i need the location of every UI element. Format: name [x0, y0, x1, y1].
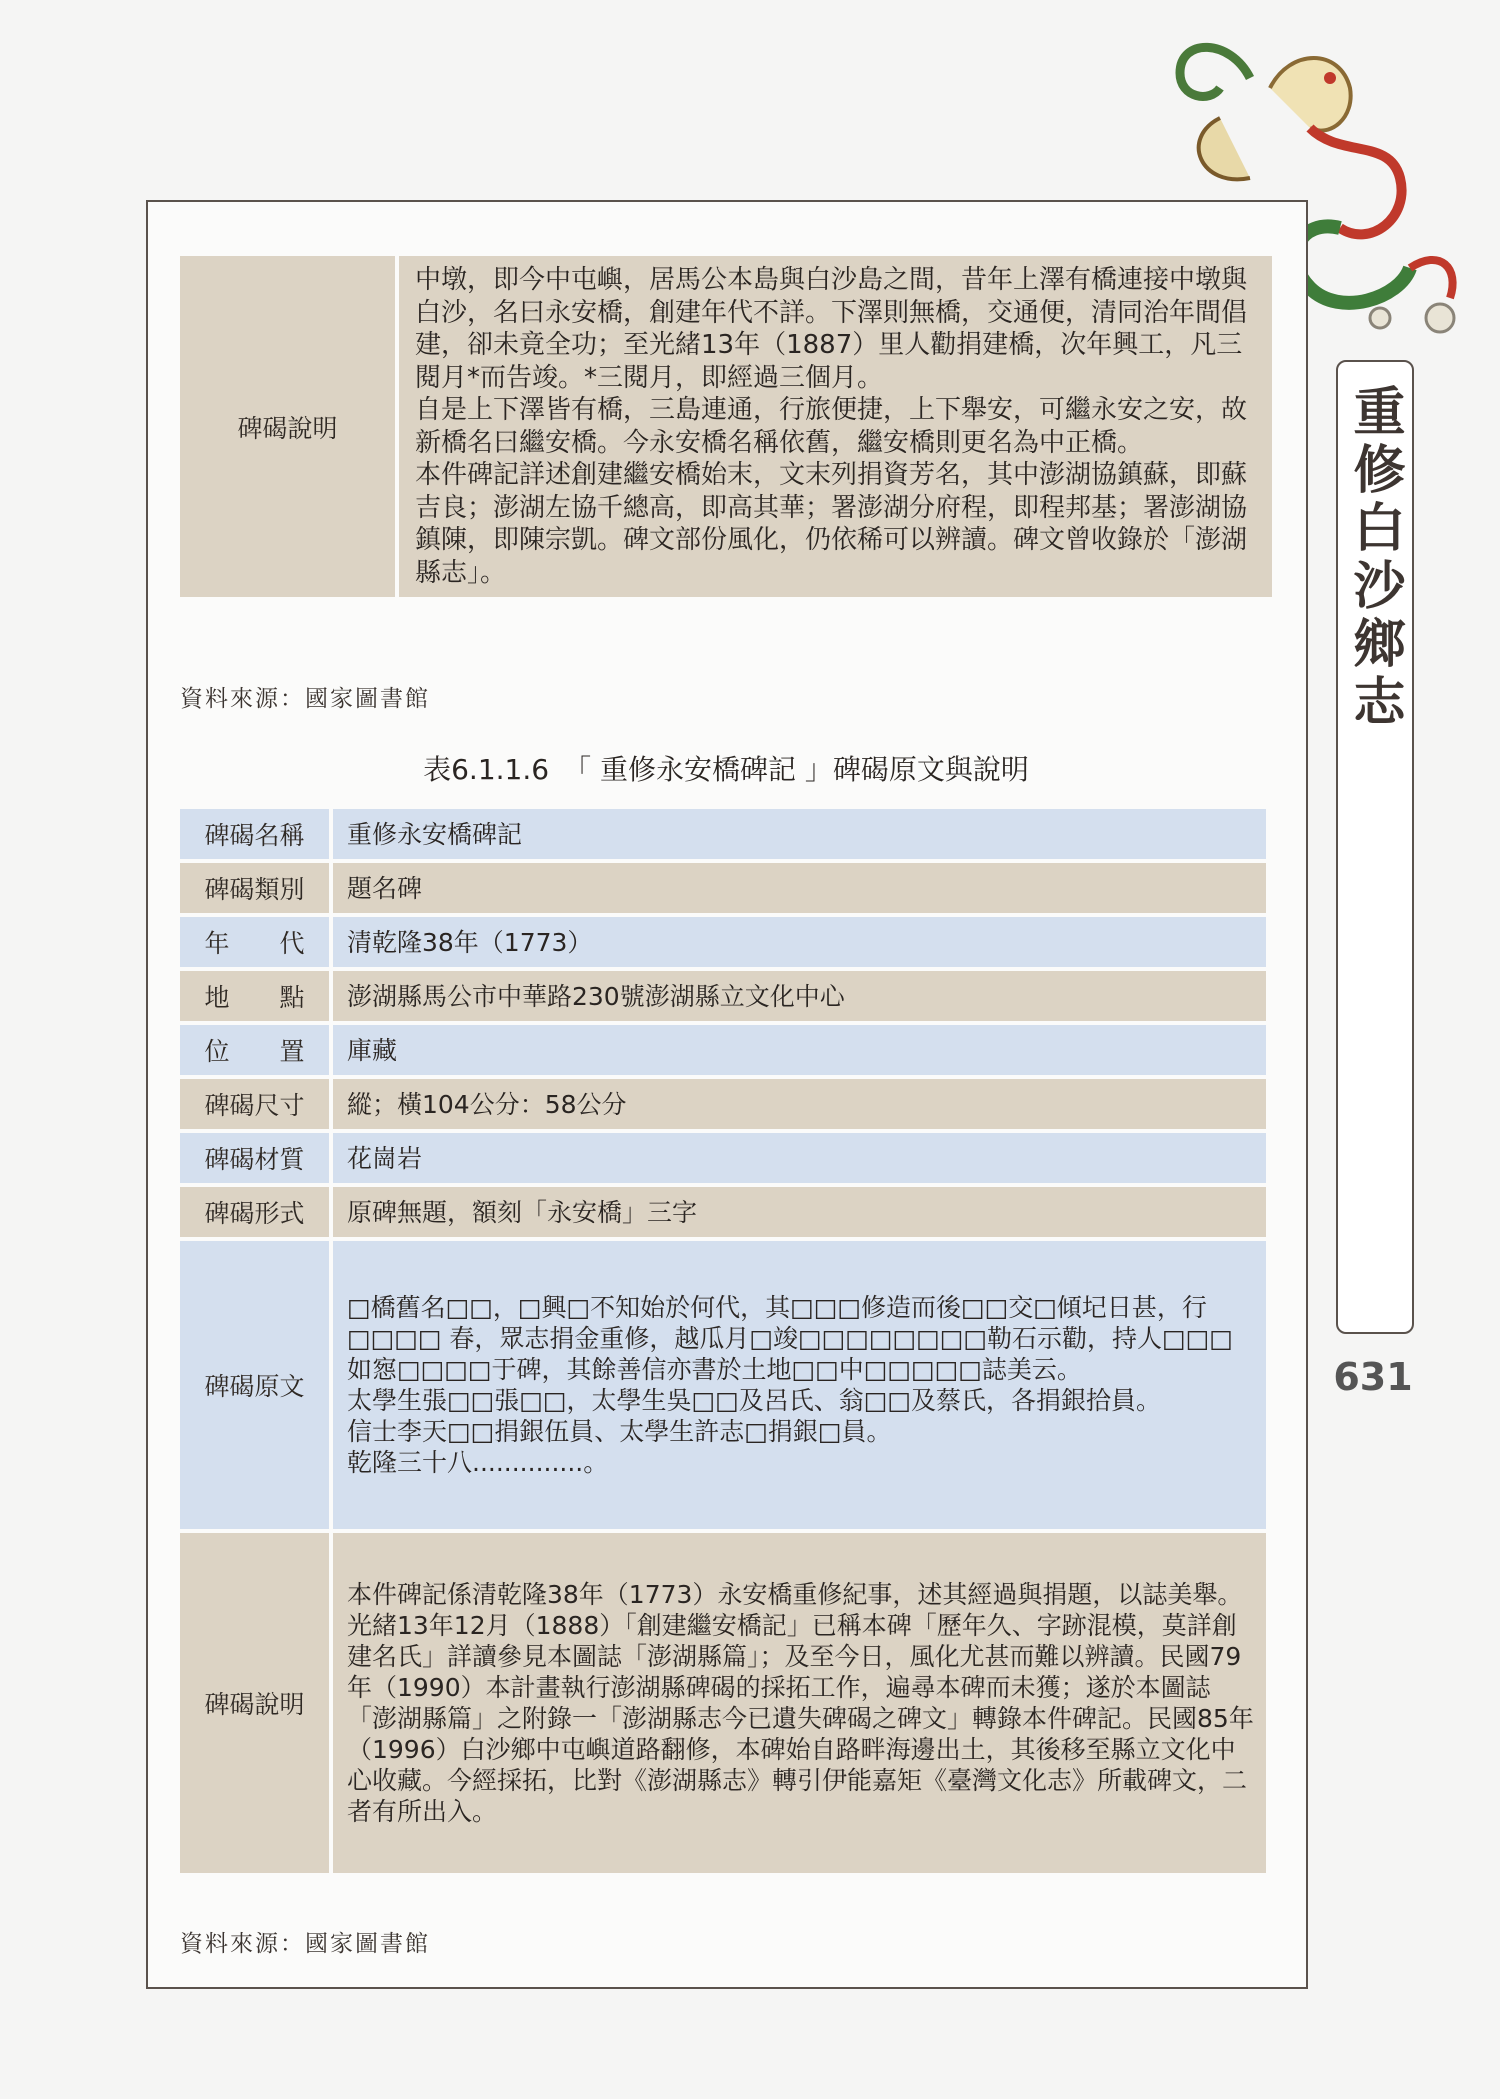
- paragraph: 本件碑記係清乾隆38年（1773）永安橋重修紀事，述其經過與捐題，以誌美舉。光緒13年12月（1888）「創建繼安橋記」已稱本碑「歷年久、字跡混模，莫詳創建名氏」詳讀參見本圖誌「澎湖縣篇」；及至今日，風化尤甚而難以辨讀。民國79年（1990）本計畫執行澎湖縣碑碣的採拓工作，遍尋本碑而未獲；遂於本圖誌「澎湖縣篇」之附錄一「澎湖縣志今已遺失碑碣之碑文」轉錄本件碑記。民國85年（1996）白沙鄉中屯嶼道路翻修，本碑始自路畔海邊出土，其後移至縣立文化中心收藏。今經採拓，比對《澎湖縣志》轉引伊能嘉矩《臺灣文化志》所載碑文，二者有所出入。: [347, 1580, 1254, 1826]
- row-value: [329, 1241, 1266, 1529]
- paragraph: □橋舊名□□，□興□不知始於何代，其□□□修造而後□□交□傾圮日甚，行 □□□□ 春，眾志捐金重修，越瓜月□竣□□□□□□□□勒石示勸，持人□□□如惌□□□□于碑，其餘善信亦書於土地□□中□□□□□誌美云。: [347, 1293, 1233, 1384]
- page-number: 631: [1333, 1355, 1413, 1399]
- source-note: 資料來源：國家圖書館: [180, 686, 430, 712]
- table-row: [180, 863, 1266, 913]
- book-title-tab: [1336, 360, 1414, 1334]
- table-row: [180, 1533, 1266, 1873]
- row-value: 澎湖縣馬公市中華路230號澎湖縣立文化中心: [329, 971, 1266, 1021]
- stele-table: [180, 805, 1266, 1877]
- row-key: 年 代: [180, 917, 329, 967]
- row-value: [329, 1533, 1266, 1873]
- row-key: 碑碣說明: [180, 256, 395, 597]
- paragraph: 中墩，即今中屯嶼，居馬公本島與白沙島之間，昔年上澤有橋連接中墩與白沙，名曰永安橋，創建年代不詳。下澤則無橋，交通便，清同治年間倡建，卻未竟全功；至光緒13年（1887）里人勸捐建橋，次年興工，凡三閱月*而告竣。*三閱月，即經過三個月。: [415, 265, 1248, 393]
- row-value: 原碑無題，額刻「永安橋」三字: [329, 1187, 1266, 1237]
- paragraph: 本件碑記詳述創建繼安橋始末，文末列捐資芳名，其中澎湖協鎮蘇，即蘇吉良；澎湖左協千總高，即高其華；署澎湖分府程，即程邦基；署澎湖協鎮陳，即陳宗凱。碑文部份風化，仍依稀可以辨讀。碑文曾收錄於「澎湖縣志」。: [415, 460, 1248, 588]
- table-caption: 表6.1.1.6 「 重修永安橋碑記 」碑碣原文與說明: [423, 753, 1029, 786]
- paragraph: 乾隆三十八..............。: [347, 1448, 609, 1477]
- paragraph: 信士李天□□捐銀伍員、太學生許志□捐銀□員。: [347, 1417, 892, 1446]
- row-value: 重修永安橋碑記: [329, 809, 1266, 859]
- row-value: 清乾隆38年（1773）: [329, 917, 1266, 967]
- table-continuation: [180, 252, 1272, 601]
- table-row: [180, 1133, 1266, 1183]
- table-row: [180, 971, 1266, 1021]
- book-title: 重修白沙鄉志: [1344, 384, 1405, 732]
- paragraph: 太學生張□□張□□，太學生吳□□及呂氏、翁□□及蔡氏，各捐銀拾員。: [347, 1386, 1161, 1415]
- row-key: 位 置: [180, 1025, 329, 1075]
- row-value: 題名碑: [329, 863, 1266, 913]
- row-key: 碑碣說明: [180, 1533, 329, 1873]
- row-key: 碑碣形式: [180, 1187, 329, 1237]
- table-row: [180, 1241, 1266, 1529]
- table-row: [180, 809, 1266, 859]
- paragraph: 自是上下澤皆有橋，三島連通，行旅便捷，上下舉安，可繼永安之安，故新橋名曰繼安橋。今永安橋名稱依舊，繼安橋則更名為中正橋。: [415, 395, 1248, 458]
- row-key: 碑碣尺寸: [180, 1079, 329, 1129]
- row-value: 花崗岩: [329, 1133, 1266, 1183]
- table-row: [180, 917, 1266, 967]
- source-note: 資料來源：國家圖書館: [180, 1931, 430, 1957]
- row-key: 碑碣名稱: [180, 809, 329, 859]
- row-value: 庫藏: [329, 1025, 1266, 1075]
- row-key: 碑碣類別: [180, 863, 329, 913]
- row-value: [395, 256, 1272, 597]
- table-row: [180, 1025, 1266, 1075]
- row-key: 碑碣材質: [180, 1133, 329, 1183]
- table-row: [180, 256, 1272, 597]
- row-key: 地 點: [180, 971, 329, 1021]
- row-value: 縱；橫104公分：58公分: [329, 1079, 1266, 1129]
- table-row: [180, 1079, 1266, 1129]
- table-row: [180, 1187, 1266, 1237]
- row-key: 碑碣原文: [180, 1241, 329, 1529]
